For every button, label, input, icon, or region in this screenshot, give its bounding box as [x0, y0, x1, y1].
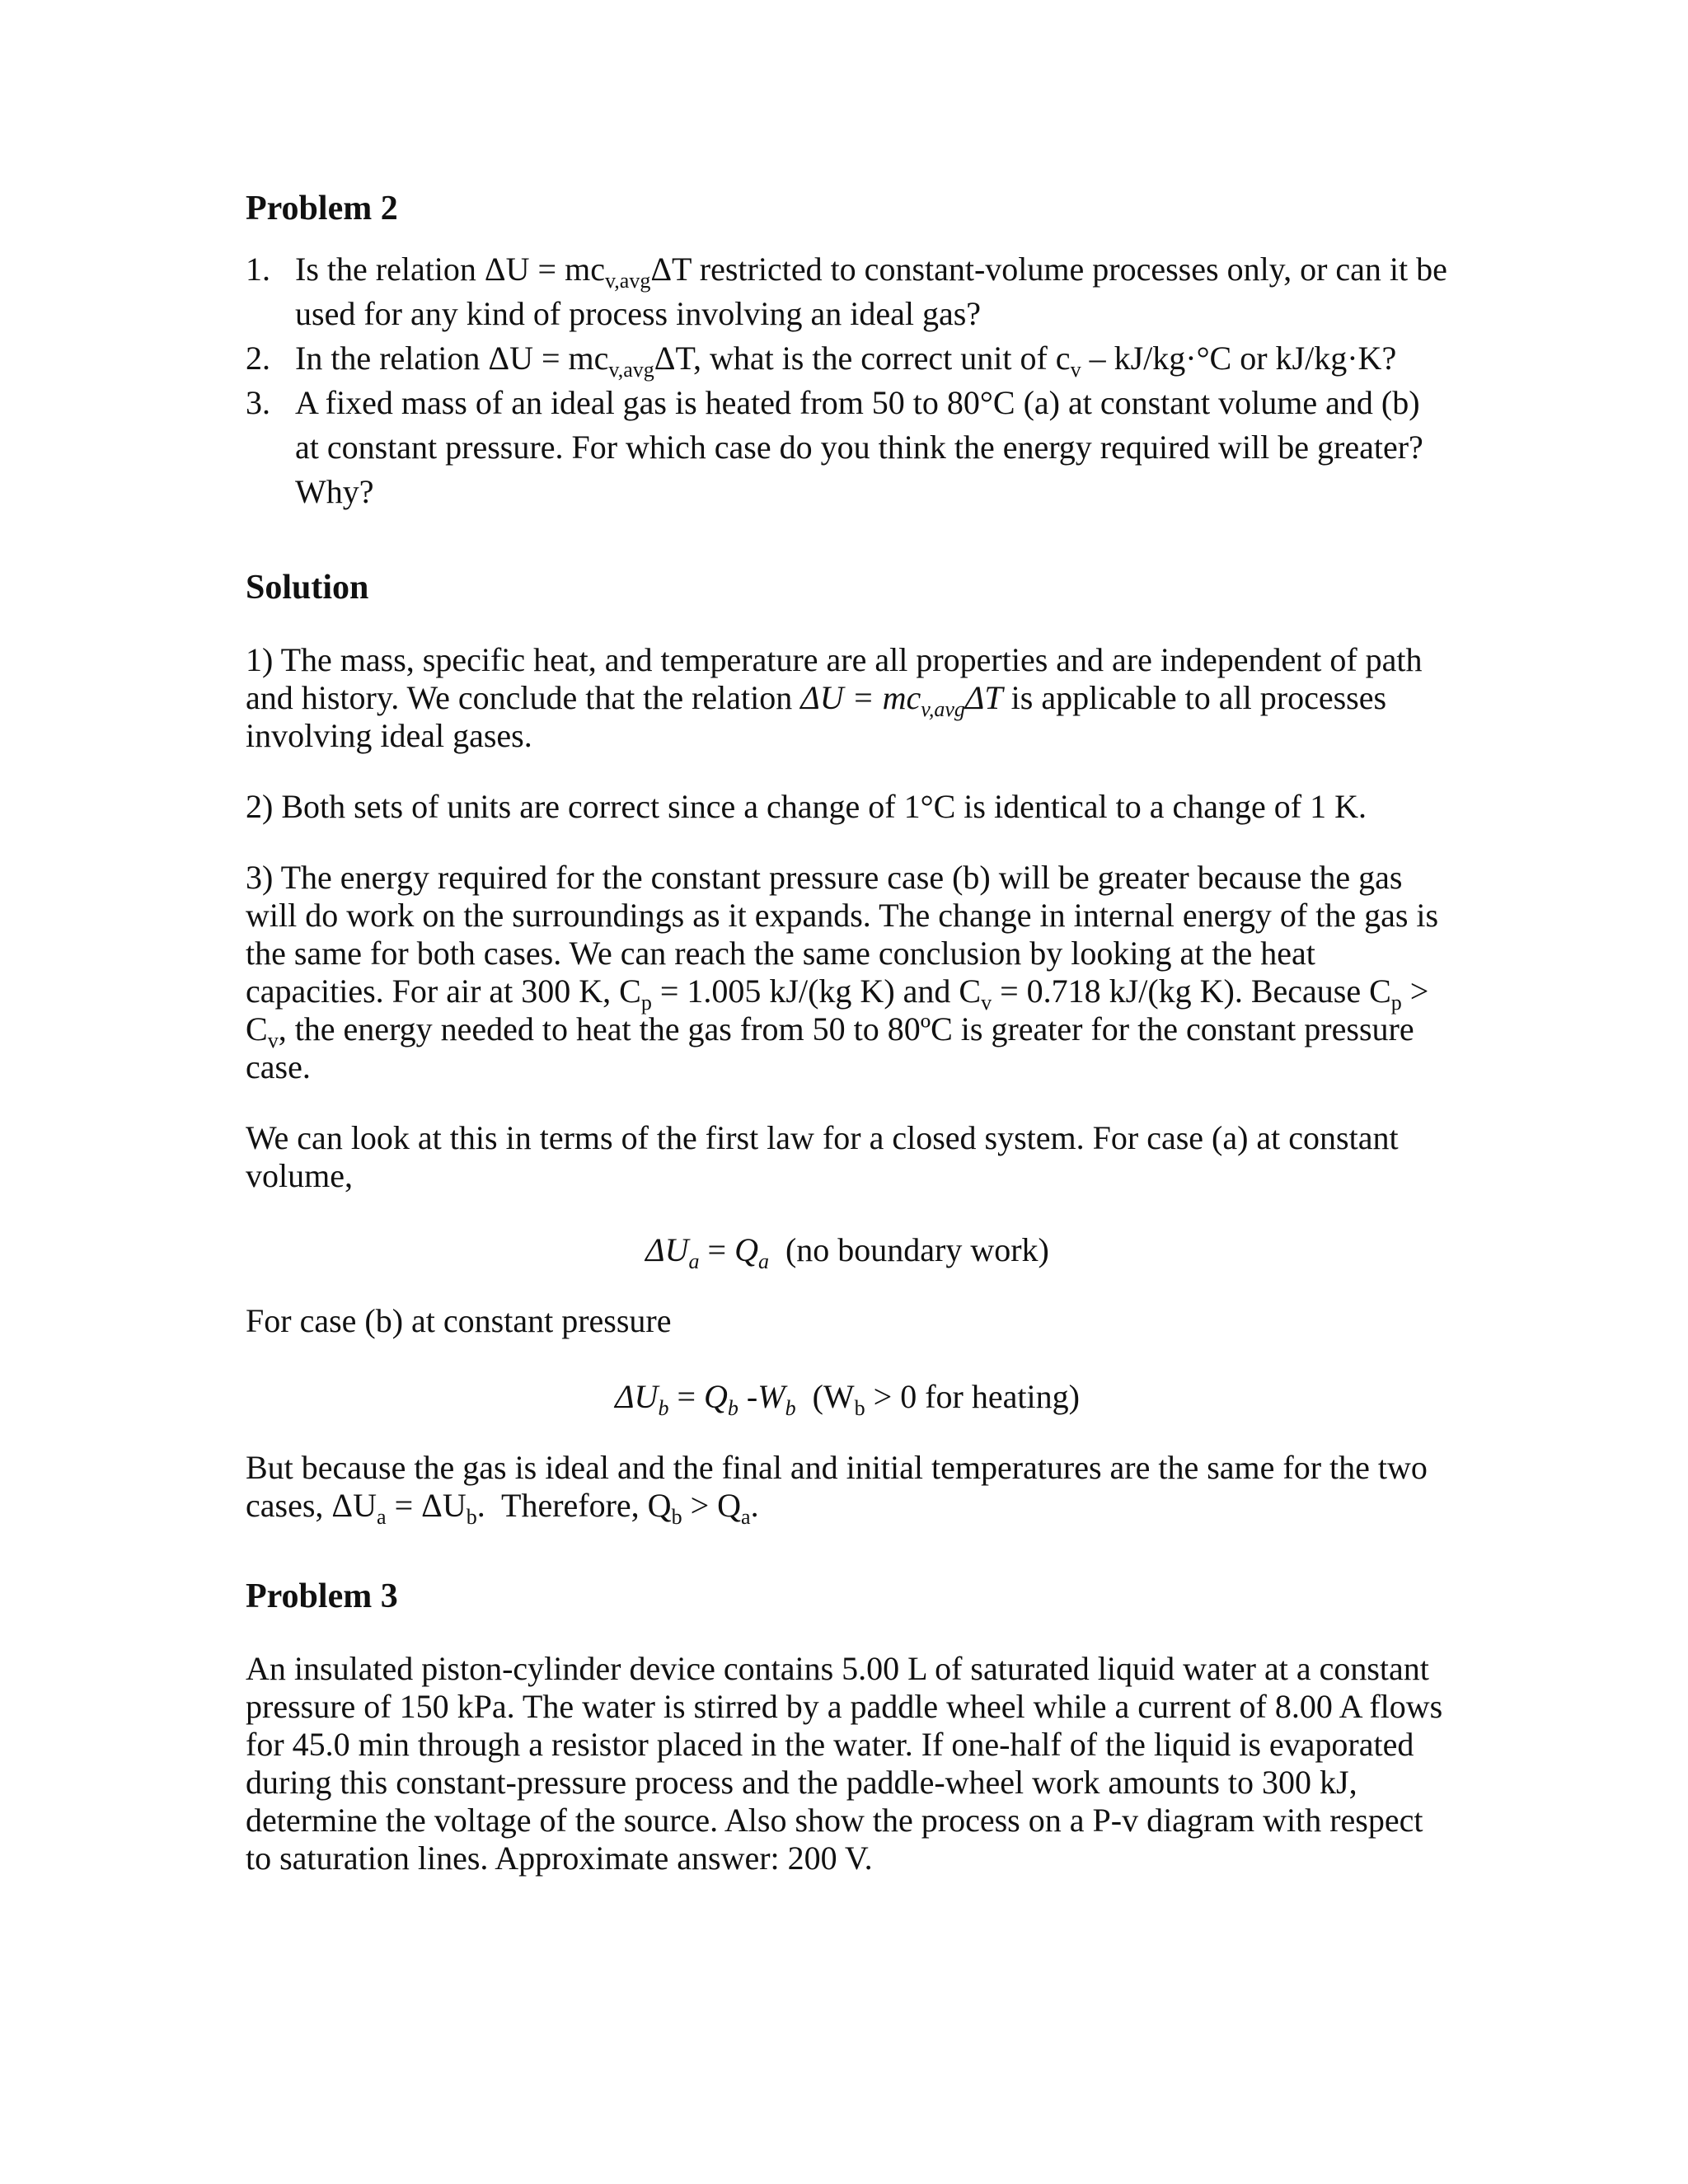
paragraph-text: . Therefore, Q	[476, 1487, 672, 1524]
document-page	[246, 188, 1449, 1877]
problem-2-heading: Problem 2	[246, 190, 398, 227]
paragraph-text: is applicable to all processes involving ideal gases.	[246, 679, 1387, 754]
subscript: v	[1070, 358, 1081, 382]
equation-text: ΔT	[964, 679, 1003, 716]
subscript: a	[377, 1505, 387, 1529]
subscript: b	[727, 1396, 738, 1420]
paragraph-text: 1) The mass, specific heat, and temperature are all properties and are independent of path and history. We conclude that the relation	[246, 641, 1423, 716]
equation-note: (no boundary work)	[768, 1231, 1049, 1268]
paragraph-text: = 1.005 kJ/(kg K) and C	[651, 972, 982, 1010]
solution-heading: Solution	[246, 569, 369, 607]
question-number: 2.	[246, 340, 270, 377]
question-text: ΔT restricted to constant-volume processes only, or can it be used for any kind of process involving an ideal gas?	[295, 251, 1447, 332]
question-list	[246, 247, 1449, 514]
equation-text: =	[699, 1231, 735, 1268]
equation-text: =	[668, 1378, 705, 1415]
subscript: v	[981, 991, 992, 1015]
subscript: a	[757, 1249, 769, 1273]
problem-3-text: An insulated piston-cylinder device contains 5.00 L of saturated liquid water at a constant pressure of 150 kPa. The water is stirred by a paddle wheel while a current of 8.00 A flows for 45.0 min through a resistor placed in the water. If one-half of the liquid is evaporated during this constant-pressure process and the paddle-wheel work amounts to 300 kJ, determine the voltage of the source. Also show the process on a P-v diagram with respect to saturation lines. Approximate answer: 200 V.	[246, 1650, 1443, 1877]
list-item	[246, 247, 1449, 336]
equation-text: ΔU = mc	[800, 679, 921, 716]
paragraph-text: = 0.718 kJ/(kg K). Because C	[992, 972, 1391, 1010]
problem-3-heading: Problem 3	[246, 1577, 398, 1615]
list-item	[246, 381, 1449, 514]
case-b-intro: For case (b) at constant pressure	[246, 1302, 672, 1339]
subscript: b	[854, 1396, 865, 1420]
subscript: v,avg	[921, 697, 965, 721]
solution-paragraph-3	[246, 859, 1449, 1086]
subscript: b	[785, 1396, 796, 1420]
subscript: p	[1390, 991, 1402, 1015]
subscript: b	[466, 1505, 477, 1529]
paragraph-text: 3) The energy required for the constant pressure case (b) will be greater because the gas will do work on the surroundings as it expands. The change in internal energy of the gas is the same for both cases. We can reach the same conclusion by looking at the heat capacities. For air at 300 K, C	[246, 859, 1439, 1010]
equation-note: > 0 for heating)	[865, 1378, 1080, 1415]
equation-text: Q	[704, 1378, 728, 1415]
subscript: v,avg	[608, 358, 654, 382]
equation-text: W	[757, 1378, 785, 1415]
equation-case-a	[246, 1231, 1449, 1273]
paragraph-text: .	[750, 1487, 759, 1524]
question-text: In the relation ΔU = mc	[295, 340, 609, 377]
question-number: 1.	[246, 251, 270, 288]
question-text: A fixed mass of an ideal gas is heated from 50 to 80°C (a) at constant volume and (b) at constant pressure. For which case do you think the energy required will be greater? Why?	[295, 384, 1423, 510]
solution-paragraph-1	[246, 641, 1449, 755]
question-text: ΔT, what is the correct unit of c	[654, 340, 1071, 377]
paragraph-text: But because the gas is ideal and the final and initial temperatures are the same for the two cases, ΔU	[246, 1449, 1428, 1524]
subscript: p	[640, 991, 652, 1015]
subscript: a	[741, 1505, 751, 1529]
subscript: v,avg	[604, 269, 651, 293]
equation-note: (W	[795, 1378, 855, 1415]
equation-text: Q	[734, 1231, 758, 1268]
question-number: 3.	[246, 384, 270, 421]
subscript: b	[671, 1505, 682, 1529]
subscript: a	[688, 1249, 700, 1273]
paragraph-text: , the energy needed to heat the gas from 50 to 80ºC is greater for the constant pressure case.	[246, 1010, 1414, 1085]
paragraph-text: > Q	[682, 1487, 742, 1524]
question-text: – kJ/kg·°C or kJ/kg·K?	[1081, 340, 1397, 377]
subscript: b	[658, 1396, 669, 1420]
equation-text: -	[738, 1378, 758, 1415]
paragraph-text: > C	[246, 972, 1429, 1047]
question-text: Is the relation ΔU = mc	[295, 251, 605, 288]
list-item	[246, 336, 1449, 381]
subscript: v	[267, 1029, 279, 1052]
equation-case-b	[246, 1378, 1449, 1420]
equation-text: ΔU	[615, 1378, 659, 1415]
conclusion-paragraph	[246, 1449, 1449, 1529]
paragraph-text: = ΔU	[386, 1487, 467, 1524]
first-law-intro: We can look at this in terms of the first law for a closed system. For case (a) at constant volume,	[246, 1119, 1399, 1194]
equation-text: ΔU	[645, 1231, 689, 1268]
solution-paragraph-2: 2) Both sets of units are correct since a change of 1°C is identical to a change of 1 K.	[246, 788, 1367, 825]
